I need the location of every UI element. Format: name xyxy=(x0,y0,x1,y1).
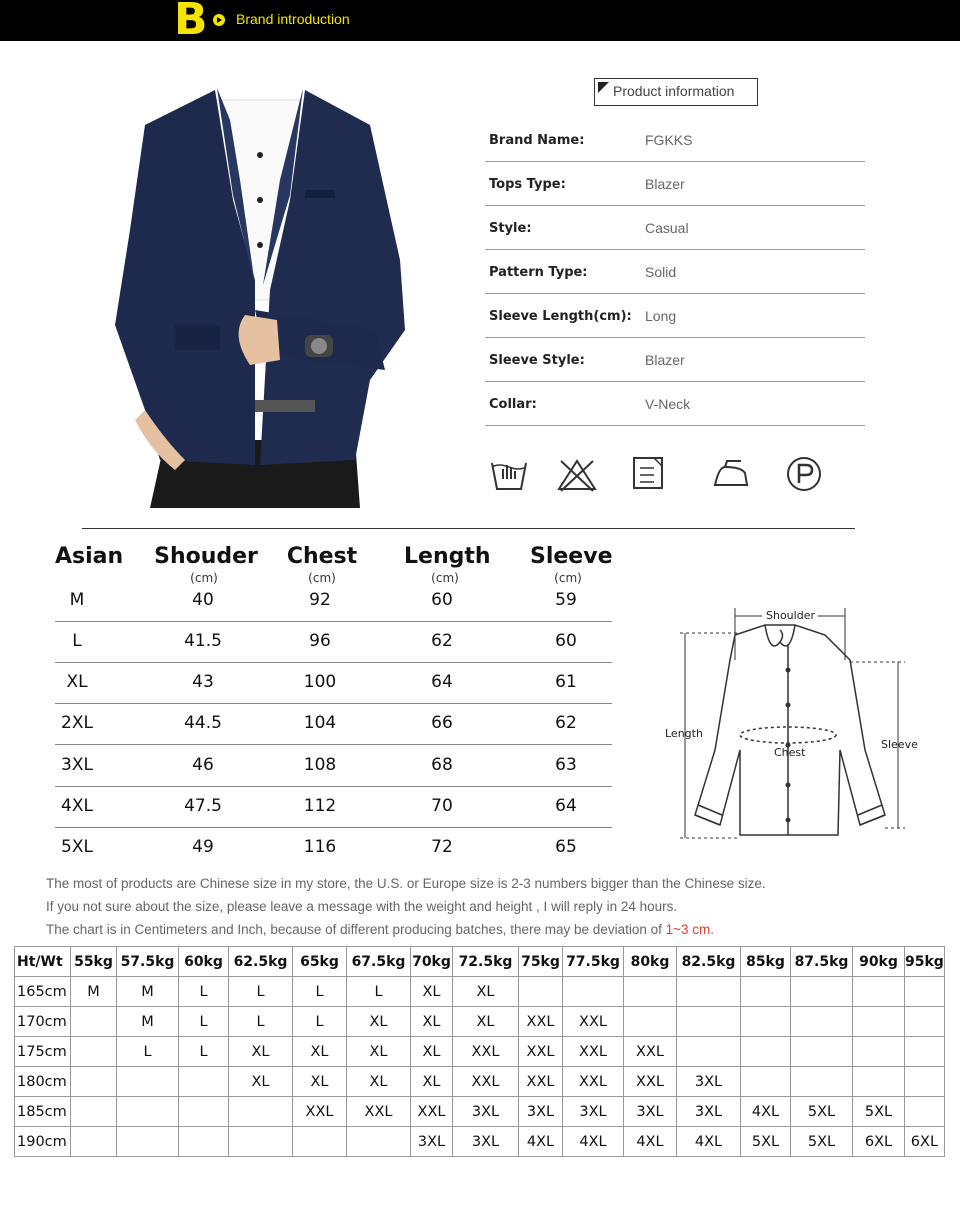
table-header-cell: 72.5kg xyxy=(453,947,519,977)
table-cell: L xyxy=(293,977,347,1007)
table-header-cell: 77.5kg xyxy=(563,947,624,977)
table-cell xyxy=(741,1007,791,1037)
table-cell xyxy=(741,1067,791,1097)
table-header-cell: 67.5kg xyxy=(347,947,411,977)
measurement-diagram xyxy=(660,600,930,850)
table-cell: XL xyxy=(293,1067,347,1097)
table-cell: L xyxy=(179,977,229,1007)
table-cell: XXL xyxy=(563,1067,624,1097)
size-header-shoulder: Shouder xyxy=(154,544,258,569)
table-cell: 4XL xyxy=(741,1097,791,1127)
header-bar xyxy=(0,0,960,45)
table-cell: XXL xyxy=(624,1037,677,1067)
table-header-cell: 75kg xyxy=(519,947,563,977)
table-cell: XL xyxy=(411,1037,453,1067)
no-bleach-icon xyxy=(555,455,599,493)
table-cell: 3XL xyxy=(563,1097,624,1127)
diagram-label-shoulder: Shoulder xyxy=(766,609,815,622)
info-row: Pattern Type: Solid xyxy=(485,250,865,294)
table-cell xyxy=(229,1097,293,1127)
table-cell: XXL xyxy=(347,1097,411,1127)
table-cell: 3XL xyxy=(453,1097,519,1127)
table-cell: 4XL xyxy=(677,1127,741,1157)
table-cell xyxy=(624,1007,677,1037)
table-cell: L xyxy=(347,977,411,1007)
table-cell xyxy=(347,1127,411,1157)
product-photo xyxy=(105,80,415,508)
table-cell xyxy=(179,1127,229,1157)
table-cell: 5XL xyxy=(741,1127,791,1157)
table-header-cell: 85kg xyxy=(741,947,791,977)
table-cell: 3XL xyxy=(453,1127,519,1157)
size-note-1: The most of products are Chinese size in my store, the U.S. or Europe size is 2-3 numbers bigger than the Chinese size. xyxy=(46,876,766,891)
table-cell xyxy=(71,1127,117,1157)
table-cell xyxy=(853,1067,905,1097)
table-cell: XL xyxy=(453,977,519,1007)
table-cell xyxy=(853,1037,905,1067)
size-row: 5XL 49 116 72 65 xyxy=(61,837,577,857)
header-title: Brand introduction xyxy=(236,11,350,27)
table-cell: XL xyxy=(347,1067,411,1097)
table-cell xyxy=(791,1037,853,1067)
table-cell xyxy=(905,1097,945,1127)
table-cell: XL xyxy=(229,1037,293,1067)
table-cell: XL xyxy=(347,1007,411,1037)
table-cell xyxy=(624,977,677,1007)
table-cell xyxy=(117,1127,179,1157)
info-row: Sleeve Style: Blazer xyxy=(485,338,865,382)
table-cell: XXL xyxy=(624,1067,677,1097)
table-header-cell: Ht/Wt xyxy=(15,947,71,977)
table-cell xyxy=(677,1007,741,1037)
table-cell: 180cm xyxy=(15,1067,71,1097)
diagram-label-chest: Chest xyxy=(774,746,806,759)
info-row: Style: Casual xyxy=(485,206,865,250)
table-header-row xyxy=(15,947,945,977)
table-cell xyxy=(677,977,741,1007)
table-cell: 3XL xyxy=(624,1097,677,1127)
info-row: Brand Name: FGKKS xyxy=(485,118,865,162)
table-cell xyxy=(853,1007,905,1037)
table-cell: XL xyxy=(347,1037,411,1067)
brand-logo-letter: B xyxy=(174,0,208,45)
table-cell: L xyxy=(229,977,293,1007)
table-cell: XXL xyxy=(519,1037,563,1067)
table-cell: L xyxy=(179,1007,229,1037)
deviation-value: 1~3 cm. xyxy=(665,922,715,937)
info-row: Collar: V-Neck xyxy=(485,382,865,426)
play-icon xyxy=(213,14,225,26)
size-header-sleeve: Sleeve xyxy=(530,544,613,569)
table-cell xyxy=(179,1097,229,1127)
table-header-cell: 57.5kg xyxy=(117,947,179,977)
size-note-3: The chart is in Centimeters and Inch, because of different producing batches, there may be deviation of 1~3 cm. xyxy=(46,922,715,937)
table-cell xyxy=(563,977,624,1007)
info-row: Sleeve Length(cm): Long xyxy=(485,294,865,338)
table-cell: XXL xyxy=(563,1037,624,1067)
table-cell: XL xyxy=(411,1007,453,1037)
table-cell: 3XL xyxy=(519,1097,563,1127)
table-header-cell: 87.5kg xyxy=(791,947,853,977)
table-cell: XXL xyxy=(519,1007,563,1037)
table-cell xyxy=(853,977,905,1007)
care-icons xyxy=(485,455,845,495)
table-cell: XL xyxy=(229,1067,293,1097)
table-cell: 6XL xyxy=(905,1127,945,1157)
table-cell: XXL xyxy=(453,1067,519,1097)
diagram-label-sleeve: Sleeve xyxy=(881,738,918,751)
height-weight-table xyxy=(14,946,945,1157)
size-note-2: If you not sure about the size, please leave a message with the weight and height , I will reply in 24 hours. xyxy=(46,899,678,914)
table-header-cell: 90kg xyxy=(853,947,905,977)
table-cell xyxy=(117,1067,179,1097)
table-cell: XXL xyxy=(411,1097,453,1127)
table-cell: XXL xyxy=(519,1067,563,1097)
table-cell: M xyxy=(117,1007,179,1037)
table-cell xyxy=(519,977,563,1007)
table-header-cell: 55kg xyxy=(71,947,117,977)
table-header-cell: 80kg xyxy=(624,947,677,977)
table-cell: 185cm xyxy=(15,1097,71,1127)
hand-wash-icon xyxy=(489,455,529,493)
size-header-length: Length xyxy=(404,544,491,569)
size-row: 3XL 46 108 68 63 xyxy=(55,745,612,787)
table-cell: L xyxy=(179,1037,229,1067)
size-header-chest: Chest xyxy=(286,544,358,569)
table-header-cell: 65kg xyxy=(293,947,347,977)
table-header-cell: 62.5kg xyxy=(229,947,293,977)
table-row xyxy=(15,1037,945,1067)
tumble-dry-icon xyxy=(632,455,664,491)
table-cell xyxy=(741,977,791,1007)
table-cell: 165cm xyxy=(15,977,71,1007)
table-cell xyxy=(791,1007,853,1037)
table-cell: XXL xyxy=(563,1007,624,1037)
size-row: M 40 92 60 59 xyxy=(55,580,612,622)
table-cell xyxy=(905,1007,945,1037)
table-cell: 3XL xyxy=(411,1127,453,1157)
unit-label: (cm) xyxy=(308,571,336,585)
table-cell: 3XL xyxy=(677,1067,741,1097)
table-cell: 4XL xyxy=(519,1127,563,1157)
size-row: 2XL 44.5 104 66 62 xyxy=(55,703,612,745)
table-cell xyxy=(229,1127,293,1157)
section-divider xyxy=(82,528,855,529)
table-cell xyxy=(71,1067,117,1097)
table-cell: 6XL xyxy=(853,1127,905,1157)
unit-label: (cm) xyxy=(431,571,459,585)
table-cell: 4XL xyxy=(624,1127,677,1157)
unit-label: (cm) xyxy=(554,571,582,585)
table-cell: L xyxy=(293,1007,347,1037)
table-cell xyxy=(791,1067,853,1097)
table-cell: L xyxy=(229,1007,293,1037)
table-row xyxy=(15,1127,945,1157)
product-info-heading: Product information xyxy=(594,78,758,106)
table-cell: XXL xyxy=(453,1037,519,1067)
table-cell xyxy=(791,977,853,1007)
size-row: XL 43 100 64 61 xyxy=(55,662,612,704)
table-cell: XL xyxy=(411,1067,453,1097)
table-header-cell: 95kg xyxy=(905,947,945,977)
table-cell: L xyxy=(117,1037,179,1067)
size-row: 4XL 47.5 112 70 64 xyxy=(55,786,612,828)
table-cell: 5XL xyxy=(791,1097,853,1127)
table-cell xyxy=(905,977,945,1007)
size-header-asian: Asian xyxy=(55,544,124,569)
table-cell xyxy=(71,1007,117,1037)
dry-clean-icon xyxy=(785,455,823,493)
table-cell: M xyxy=(117,977,179,1007)
table-cell: XXL xyxy=(293,1097,347,1127)
table-cell: 5XL xyxy=(791,1127,853,1157)
table-cell: XL xyxy=(411,977,453,1007)
table-cell: XL xyxy=(293,1037,347,1067)
table-cell xyxy=(677,1037,741,1067)
table-cell xyxy=(71,1097,117,1127)
size-row: L 41.5 96 62 60 xyxy=(55,621,612,663)
diagram-label-length: Length xyxy=(665,727,703,740)
table-cell xyxy=(179,1067,229,1097)
table-cell xyxy=(905,1067,945,1097)
table-cell: 5XL xyxy=(853,1097,905,1127)
table-header-cell: 70kg xyxy=(411,947,453,977)
table-cell xyxy=(71,1037,117,1067)
table-cell xyxy=(117,1097,179,1127)
table-row xyxy=(15,1097,945,1127)
table-cell: 3XL xyxy=(677,1097,741,1127)
table-cell: M xyxy=(71,977,117,1007)
table-cell: 170cm xyxy=(15,1007,71,1037)
table-cell xyxy=(741,1037,791,1067)
table-cell: 190cm xyxy=(15,1127,71,1157)
table-cell xyxy=(905,1037,945,1067)
table-cell: 4XL xyxy=(563,1127,624,1157)
table-cell: XL xyxy=(453,1007,519,1037)
table-row xyxy=(15,977,945,1007)
corner-mark-icon xyxy=(598,82,609,93)
table-header-cell: 60kg xyxy=(179,947,229,977)
table-cell xyxy=(293,1127,347,1157)
iron-icon xyxy=(711,455,751,491)
product-info-table xyxy=(485,118,865,426)
unit-label: (cm) xyxy=(190,571,218,585)
table-header-cell: 82.5kg xyxy=(677,947,741,977)
table-row xyxy=(15,1007,945,1037)
info-row: Tops Type: Blazer xyxy=(485,162,865,206)
table-cell: 175cm xyxy=(15,1037,71,1067)
table-row xyxy=(15,1067,945,1097)
